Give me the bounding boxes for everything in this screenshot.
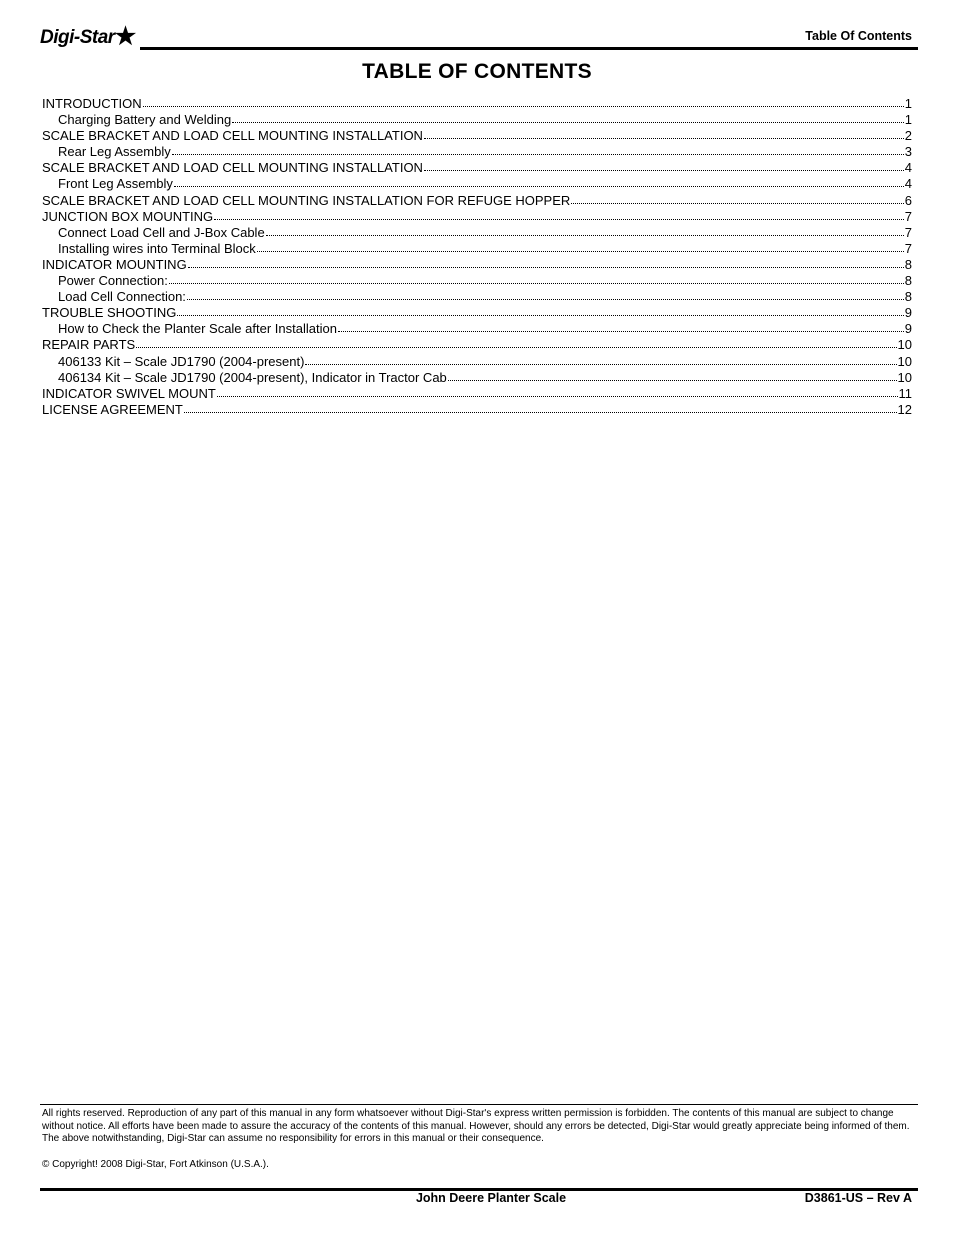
table-of-contents bbox=[42, 96, 912, 418]
toc-entry-title: Connect Load Cell and J-Box Cable bbox=[58, 224, 265, 240]
toc-entry[interactable] bbox=[42, 337, 912, 353]
toc-entry[interactable] bbox=[42, 241, 912, 257]
dot-leader bbox=[187, 289, 904, 301]
dot-leader bbox=[448, 370, 897, 382]
toc-entry[interactable] bbox=[42, 402, 912, 418]
toc-page-number: 7 bbox=[904, 240, 912, 256]
toc-page-number: 9 bbox=[904, 321, 912, 337]
footer-divider bbox=[40, 1104, 918, 1105]
toc-entry-title: REPAIR PARTS bbox=[42, 337, 136, 353]
header-rule bbox=[140, 47, 918, 50]
toc-entry[interactable] bbox=[42, 386, 912, 402]
toc-entry[interactable] bbox=[42, 160, 912, 176]
toc-page-number: 8 bbox=[904, 289, 912, 305]
toc-entry-title: Rear Leg Assembly bbox=[58, 144, 171, 160]
page-header bbox=[40, 23, 918, 50]
toc-entry[interactable] bbox=[42, 273, 912, 289]
toc-entry[interactable] bbox=[42, 96, 912, 112]
toc-entry-title: How to Check the Planter Scale after Installation bbox=[58, 321, 337, 337]
toc-entry-title: INTRODUCTION bbox=[42, 96, 142, 111]
toc-entry-title: SCALE BRACKET AND LOAD CELL MOUNTING INSTALLATION FOR REFUGE HOPPER bbox=[42, 192, 571, 208]
document-id: D3861-US – Rev A bbox=[804, 1191, 912, 1205]
toc-entry-title: Charging Battery and Welding bbox=[58, 112, 232, 128]
dot-leader bbox=[257, 241, 904, 253]
dot-leader bbox=[169, 273, 904, 285]
toc-page-number: 4 bbox=[904, 160, 912, 176]
toc-page-number: 10 bbox=[897, 369, 912, 385]
header-title: Table Of Contents bbox=[805, 29, 912, 43]
toc-page-number: 12 bbox=[897, 401, 912, 417]
dot-leader bbox=[136, 337, 896, 349]
toc-entry-title: TROUBLE SHOOTING bbox=[42, 305, 177, 321]
toc-entry[interactable] bbox=[42, 354, 912, 370]
product-name: John Deere Planter Scale bbox=[415, 1191, 567, 1205]
logo-text: Digi-Star bbox=[40, 27, 115, 48]
toc-page-number: 8 bbox=[904, 273, 912, 289]
toc-page-number: 10 bbox=[897, 337, 912, 353]
toc-entry[interactable] bbox=[42, 370, 912, 386]
toc-page-number: 2 bbox=[904, 128, 912, 144]
dot-leader bbox=[232, 112, 904, 124]
toc-page-number: 8 bbox=[904, 256, 912, 272]
toc-entry[interactable] bbox=[42, 128, 912, 144]
toc-entry-title: 406134 Kit – Scale JD1790 (2004-present), Indicator in Tractor Cab bbox=[58, 369, 447, 385]
toc-page-number: 11 bbox=[898, 385, 912, 401]
toc-entry[interactable] bbox=[42, 257, 912, 273]
toc-entry[interactable] bbox=[42, 144, 912, 160]
toc-entry-title: INDICATOR SWIVEL MOUNT bbox=[42, 385, 216, 401]
dot-leader bbox=[172, 144, 904, 156]
dot-leader bbox=[184, 402, 897, 414]
dot-leader bbox=[338, 321, 904, 333]
copyright-notice: © Copyright! 2008 Digi-Star, Fort Atkinson (U.S.A.). bbox=[42, 1159, 269, 1170]
toc-entry-title: Installing wires into Terminal Block bbox=[58, 240, 256, 256]
toc-page-number: 3 bbox=[904, 144, 912, 160]
digi-star-logo bbox=[40, 23, 136, 50]
dot-leader bbox=[571, 193, 903, 205]
toc-entry[interactable] bbox=[42, 209, 912, 225]
toc-entry-title: SCALE BRACKET AND LOAD CELL MOUNTING INSTALLATION bbox=[42, 128, 423, 144]
toc-entry-title: Front Leg Assembly bbox=[58, 176, 173, 192]
toc-entry-title: Power Connection: bbox=[58, 273, 168, 289]
toc-entry[interactable] bbox=[42, 289, 912, 305]
dot-leader bbox=[266, 225, 904, 237]
toc-entry[interactable] bbox=[42, 176, 912, 192]
toc-entry-title: Load Cell Connection: bbox=[58, 289, 186, 305]
dot-leader bbox=[188, 257, 904, 269]
dot-leader bbox=[174, 176, 904, 188]
toc-entry[interactable] bbox=[42, 305, 912, 321]
dot-leader bbox=[424, 160, 904, 172]
toc-page-number: 10 bbox=[897, 353, 912, 369]
star-icon: ★ bbox=[114, 23, 136, 50]
toc-page-number: 7 bbox=[904, 208, 912, 224]
dot-leader bbox=[177, 305, 903, 317]
toc-entry[interactable] bbox=[42, 225, 912, 241]
toc-page-number: 7 bbox=[904, 224, 912, 240]
dot-leader bbox=[217, 386, 898, 398]
toc-entry[interactable] bbox=[42, 321, 912, 337]
page-title: TABLE OF CONTENTS bbox=[362, 60, 592, 83]
dot-leader bbox=[143, 96, 904, 108]
dot-leader bbox=[305, 354, 896, 366]
toc-entry-title: JUNCTION BOX MOUNTING bbox=[42, 208, 214, 224]
toc-page-number: 1 bbox=[904, 96, 912, 111]
toc-entry[interactable] bbox=[42, 193, 912, 209]
rights-notice: All rights reserved. Reproduction of any part of this manual in any form whatsoever without Digi-Star's express written permission is forbidden. The contents of this manual are subject to change without notice. All efforts have been made to assure the accuracy of the contents of this manual. However, should any errors be detected, Digi-Star would greatly appreciate being informed of them. The above notwithstanding, Digi-Star can assume no responsibility for errors in this manual or their consequence. bbox=[42, 1108, 910, 1145]
dot-leader bbox=[424, 128, 904, 140]
toc-page-number: 9 bbox=[904, 305, 912, 321]
toc-page-number: 6 bbox=[904, 192, 912, 208]
toc-entry-title: INDICATOR MOUNTING bbox=[42, 256, 187, 272]
toc-entry-title: LICENSE AGREEMENT bbox=[42, 401, 183, 417]
toc-page-number: 1 bbox=[904, 112, 912, 128]
toc-page-number: 4 bbox=[904, 176, 912, 192]
toc-entry-title: SCALE BRACKET AND LOAD CELL MOUNTING INSTALLATION bbox=[42, 160, 423, 176]
toc-entry-title: 406133 Kit – Scale JD1790 (2004-present) bbox=[58, 353, 305, 369]
toc-entry[interactable] bbox=[42, 112, 912, 128]
dot-leader bbox=[214, 209, 904, 221]
